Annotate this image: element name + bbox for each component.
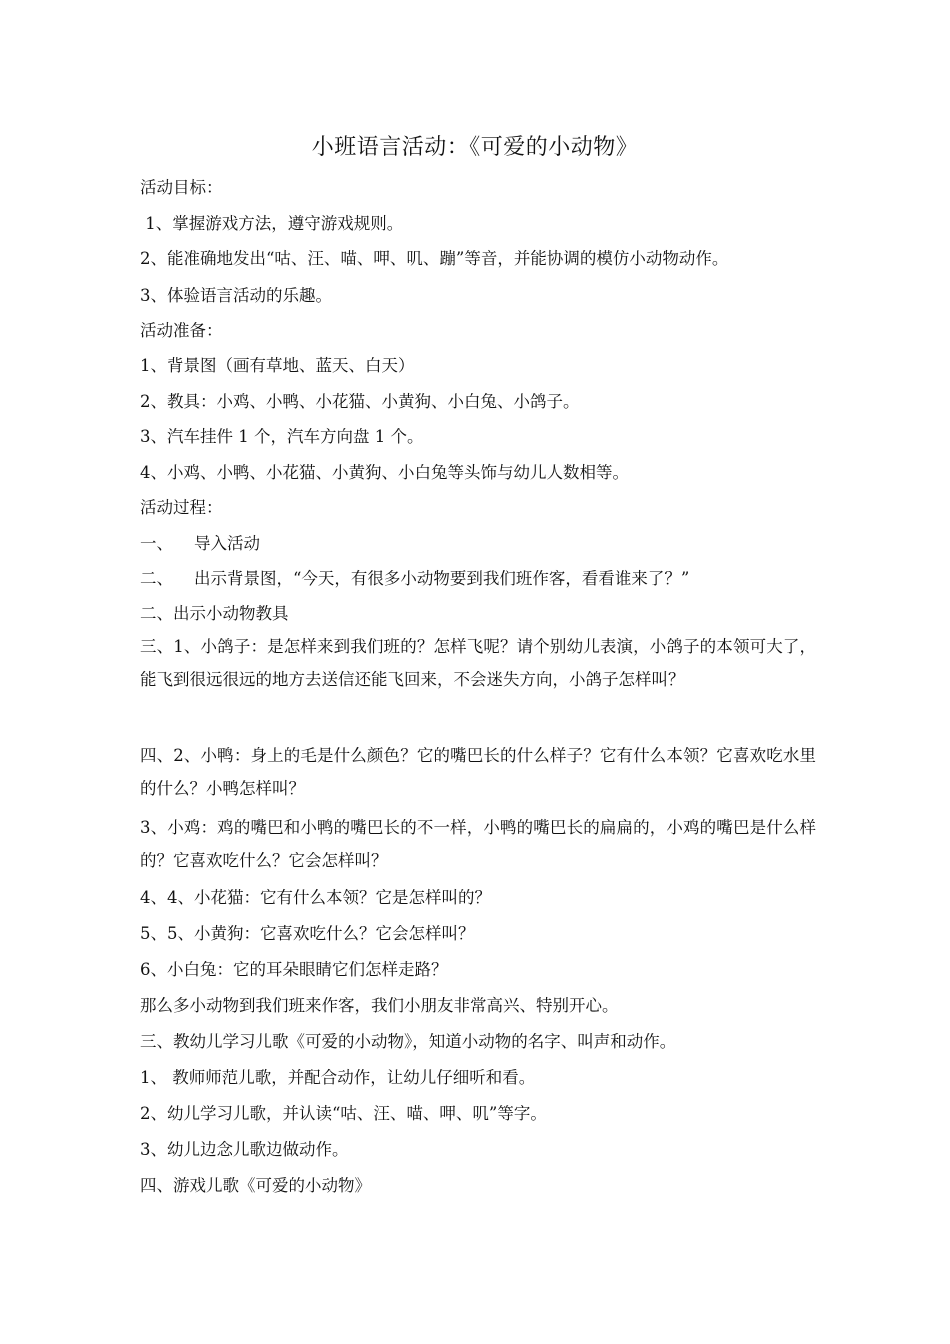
- process-step-game: 四、游戏儿歌《可爱的小动物》: [140, 1176, 371, 1195]
- preparation-item-3: 3、汽车挂件 1 个，汽车方向盘 1 个。: [140, 427, 424, 446]
- process-step-background: 二、 出示背景图，“今天，有很多小动物要到我们班作客，看看谁来了？”: [140, 569, 690, 588]
- song-item-3: 3、幼儿边念儿歌边做动作。: [140, 1140, 349, 1159]
- process-item-dog: 5、5、小黄狗：它喜欢吃什么？它会怎样叫？: [140, 924, 475, 943]
- preparation-item-4: 4、小鸡、小鸭、小花猫、小黄狗、小白兔等头饰与幼儿人数相等。: [140, 463, 629, 482]
- section-heading-process: 活动过程：: [140, 498, 223, 517]
- process-paragraph-duck: 四、2、小鸭：身上的毛是什么颜色？它的嘴巴长的什么样子？它有什么本领？它喜欢吃水里的什么？小鸭怎样叫？: [140, 746, 816, 798]
- section-heading-preparation: 活动准备：: [140, 321, 223, 340]
- document-title: 小班语言活动：《可爱的小动物》: [311, 135, 639, 160]
- process-item-cat: 4、4、小花猫：它有什么本领？它是怎样叫的？: [140, 888, 491, 907]
- goal-item-2: 2、能准确地发出“咕、汪、喵、呷、叽、蹦”等音，并能协调的模仿小动物动作。: [140, 249, 729, 268]
- preparation-item-2: 2、教具：小鸡、小鸭、小花猫、小黄狗、小白兔、小鸽子。: [140, 392, 580, 411]
- process-item-rabbit: 6、小白兔：它的耳朵眼睛它们怎样走路？: [140, 960, 448, 979]
- goal-item-1: 1、掌握游戏方法，遵守游戏规则。: [140, 214, 404, 233]
- song-item-1: 1、 教师师范儿歌，并配合动作，让幼儿仔细听和看。: [140, 1068, 536, 1087]
- process-paragraph-pigeon: 三、1、小鸽子：是怎样来到我们班的？怎样飞呢？请个别幼儿表演，小鸽子的本领可大了，能飞到很远很远的地方去送信还能飞回来，不会迷失方向，小鸽子怎样叫？: [140, 637, 816, 689]
- process-step-teach-song: 三、教幼儿学习儿歌《可爱的小动物》，知道小动物的名字、叫声和动作。: [140, 1032, 677, 1051]
- section-heading-goals: 活动目标：: [140, 178, 223, 197]
- song-item-2: 2、幼儿学习儿歌，并认读“咕、汪、喵、呷、叽”等字。: [140, 1104, 547, 1123]
- process-paragraph-chick: 3、小鸡：鸡的嘴巴和小鸭的嘴巴长的不一样，小鸭的嘴巴长的扁扁的，小鸡的嘴巴是什么样的？它喜欢吃什么？它会怎样叫？: [140, 818, 816, 870]
- preparation-item-1: 1、背景图（画有草地、蓝天、白天）: [140, 356, 415, 375]
- process-summary: 那么多小动物到我们班来作客，我们小朋友非常高兴、特别开心。: [140, 996, 619, 1015]
- process-step-intro: 一、 导入活动: [140, 534, 260, 553]
- process-step-show-toys: 二、出示小动物教具: [140, 604, 289, 623]
- goal-item-3: 3、体验语言活动的乐趣。: [140, 286, 332, 305]
